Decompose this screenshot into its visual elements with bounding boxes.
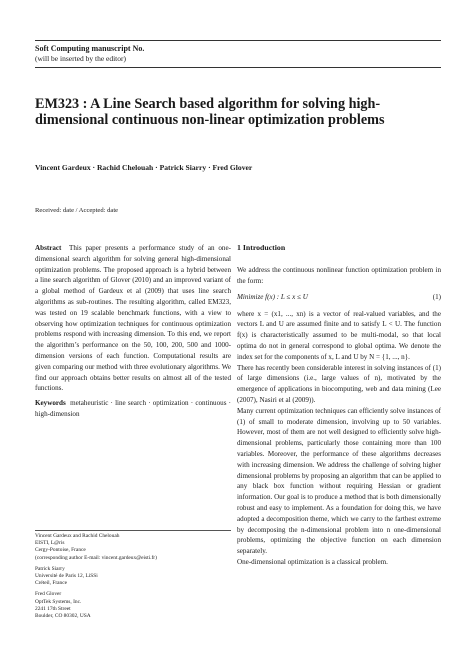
equation-number: (1) (432, 292, 441, 301)
affiliation-line: OptTek Systems, Inc. (35, 598, 82, 605)
affiliation-line: Cergy-Pontoise, France (35, 547, 86, 554)
keywords-text: metaheuristic · line search · optimization · continuous · high-dimension (35, 399, 232, 418)
affiliation-line: Université de Paris 12, LiSSi (35, 573, 98, 580)
keywords (35, 398, 231, 420)
equation (237, 292, 441, 303)
abstract (35, 243, 231, 394)
intro-paragraph: Many current optimization techniques can efficiently solve instances of (1) of small to moderate dimension, involving up to 50 variables. However, most of them are not well designed to efficiently solve high-dimensional problems, particularly those containing more than 100 variables. Moreover, the performance of these algorithms decreases with increasing dimension. We address the challenge of solving higher dimensional problems by proposing an algorithm that can be applied to any black box function without requiring Hessian or gradient information. Our goal is to produce a method that is both dimensionally robust and easy to implement. As a foundation for doing this, we have adopted a decomposition theme, which we carry to the farthest extreme by decomposing the n-dimensional problem into n one-dimensional problems, optimizing the objective function on each dimension separately. (237, 406, 441, 556)
left-column (35, 243, 231, 420)
affiliation-line: Boulder, CO 80302, USA (35, 613, 91, 620)
abstract-text: This paper presents a performance study of an one-dimensional search algorithm for solving general high-dimensional optimization problems. The proposed approach is a hybrid between a line search algorithm of Glover (2010) and an improved variant of a global method of Gardeux et al (2009) that uses line search algorithms as sub-routines. The resulting algorithm, called EM323, was tested on 19 scalable benchmark functions, with a view to observing how optimization techniques for continuous optimization problems respond with increasing dimension. To this end, we report the algorithm’s performance on the 50, 100, 200, 500 and 1000-dimension versions of each function. Computational results are given comparing our method with three evolutionary algorithms. We find our approach obtains better results on almost all of the tested functions. (35, 244, 231, 393)
affiliation-line: Patrick Siarry (35, 565, 65, 572)
intro-paragraph: One-dimensional optimization is a classical problem. (237, 557, 388, 566)
abstract-label: Abstract (35, 244, 62, 252)
affiliation-line: Créteil, France (35, 580, 68, 587)
author-list: Vincent Gardeux · Rachid Chelouah · Patrick Siarry · Fred Glover (35, 163, 253, 172)
affiliation-block (35, 591, 231, 620)
affiliation-line: 2241 17th Street (35, 605, 71, 612)
intro-paragraph: There has recently been considerable interest in solving instances of (1) of large dimensions (i.e., large values of n), motivated by the emergence of applications in biocomputing, web and data mining (Lee (2007), Nasiri et al (2009)). (237, 363, 441, 404)
journal-name: Soft Computing manuscript No. (35, 44, 145, 53)
received-dates: Received: date / Accepted: date (35, 207, 119, 214)
intro-paragraph: We address the continuous nonlinear function optimization problem in the form: (237, 266, 441, 285)
affiliations (35, 530, 231, 624)
journal-note: (will be inserted by the editor) (35, 54, 127, 63)
affiliation-line: (corresponding author E-mail: vincent.gardeux@eisti.fr) (35, 554, 157, 561)
affiliation-block (35, 533, 231, 562)
keywords-label: Keywords (35, 399, 66, 408)
affiliation-line: Vincent Gardeux and Rachid Chelouah (35, 533, 120, 539)
section-heading: 1 Introduction (237, 243, 286, 252)
affiliation-line: Fred Glover (35, 591, 62, 598)
journal-header (35, 40, 441, 68)
intro-paragraph: where x = (x1, ..., xn) is a vector of real-valued variables, and the vectors L and U are assumed finite and to satisfy L < U. The function f(x) is characteristically assumed to be multi-modal, so that local optima do not in general correspond to global optima. We denote the index set for the components of x, L and U by N = {1, ..., n}. (237, 309, 441, 361)
affiliation-block (35, 566, 231, 588)
paper-title: EM323 : A Line Search based algorithm for solving high-dimensional continuous non-linear optimization problems (35, 96, 385, 128)
affiliation-line: EISTI, L@ris (35, 540, 65, 547)
equation-body: Minimize f(x) : L ≤ x ≤ U (237, 292, 308, 301)
right-column (237, 243, 441, 568)
